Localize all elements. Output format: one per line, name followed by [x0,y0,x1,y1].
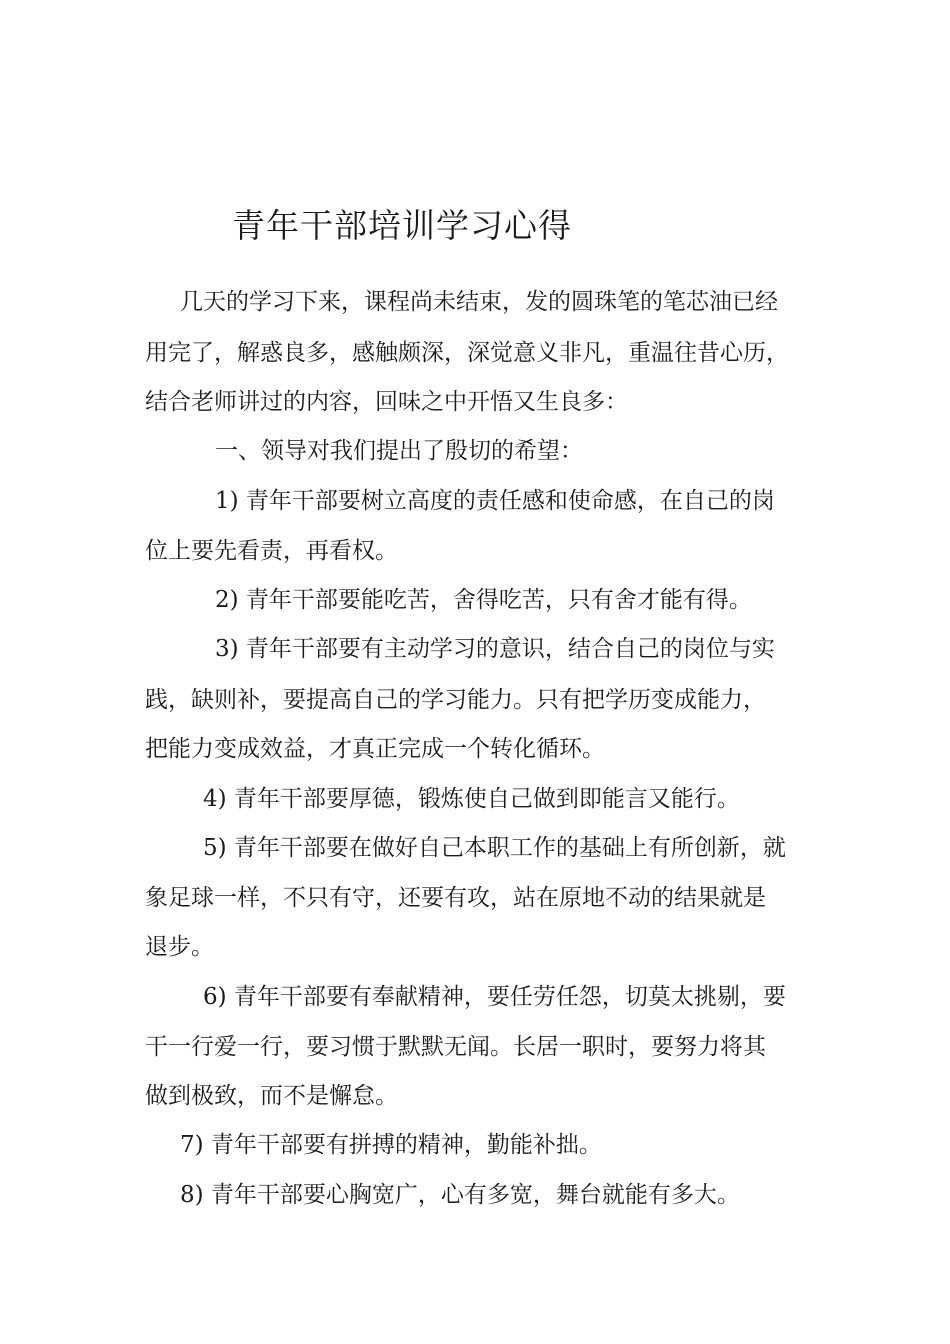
text-line: 6) 青年干部要有奉献精神，要任劳任怨，切莫太挑剔，要 [203,984,786,1010]
text-line: 8) 青年干部要心胸宽广，心有多宽，舞台就能有多大。 [180,1182,740,1208]
document-title: 青年干部培训学习心得 [232,206,572,245]
text-line: 象足球一样，不只有守，还要有攻，站在原地不动的结果就是 [145,885,766,911]
text-line: 2) 青年干部要能吃苦，舍得吃苦，只有舍才能有得。 [215,587,752,613]
text-line: 做到极致，而不是懈怠。 [145,1083,398,1109]
text-line: 践，缺则补，要提高自己的学习能力。只有把学历变成能力， [145,687,766,713]
section-heading: 一、领导对我们提出了殷切的希望： [215,438,583,464]
text-line: 7) 青年干部要有拼搏的精神，勤能补拙。 [180,1132,602,1158]
text-line: 把能力变成效益，才真正完成一个转化循环。 [145,736,605,762]
text-line: 结合老师讲过的内容，回味之中开悟又生良多： [145,389,628,415]
text-line: 4) 青年干部要厚德，锻炼使自己做到即能言又能行。 [203,786,740,812]
text-line: 1) 青年干部要树立高度的责任感和使命感，在自己的岗 [215,488,775,514]
text-line: 3) 青年干部要有主动学习的意识，结合自己的岗位与实 [215,636,775,662]
text-line: 几天的学习下来，课程尚未结束，发的圆珠笔的笔芯油已经 [180,289,778,315]
text-line: 干一行爱一行，要习惯于默默无闻。长居一职时，要努力将其 [145,1034,766,1060]
text-line: 位上要先看责，再看权。 [145,538,398,564]
text-line: 退步。 [145,934,214,960]
text-line: 5) 青年干部要在做好自己本职工作的基础上有所创新，就 [203,835,786,861]
text-line: 用完了，解惑良多，感触颇深，深觉意义非凡，重温往昔心历， [145,340,789,366]
